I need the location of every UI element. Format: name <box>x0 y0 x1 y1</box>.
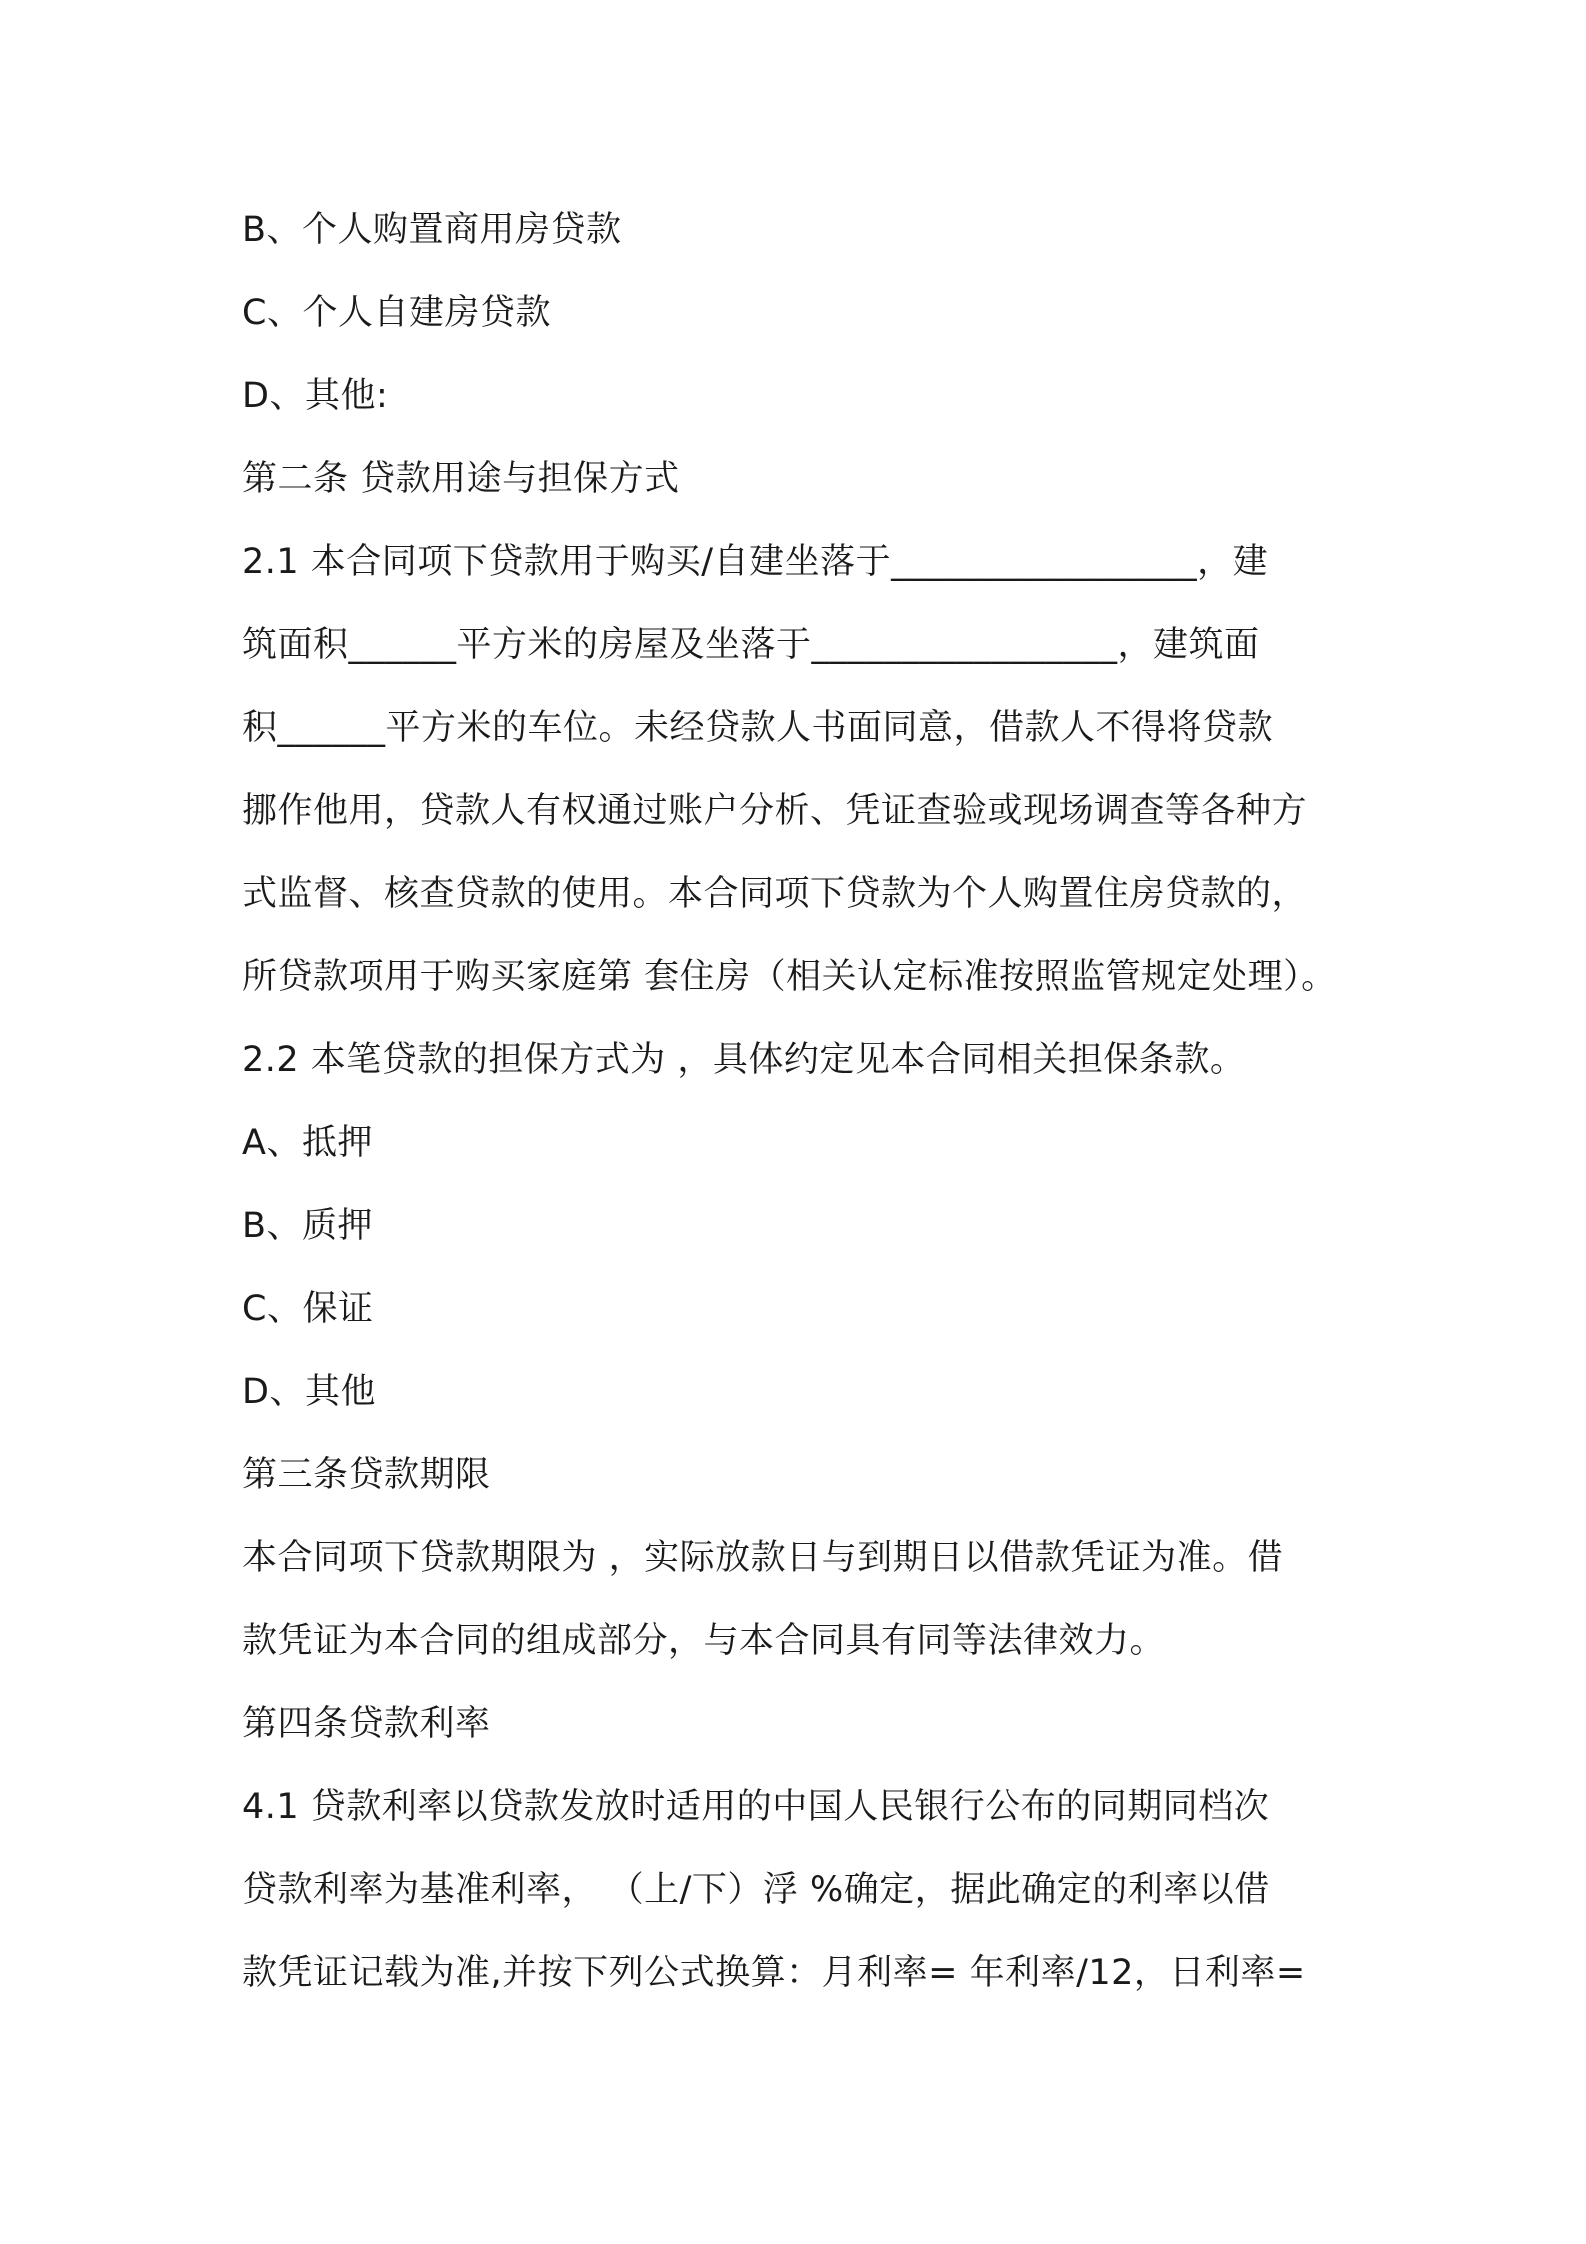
article-2-heading: 第二条 贷款用途与担保方式 <box>242 459 680 499</box>
clause-4-1-line-1: 4.1 贷款利率以贷款发放时适用的中国人民银行公布的同期同档次 <box>242 1787 1270 1827</box>
guarantee-option-b: B、质押 <box>242 1206 374 1246</box>
clause-2-1-line-2: 筑面积______平方米的房屋及坐落于_________________，建筑面 <box>242 625 1260 665</box>
loan-type-option-b: B、个人购置商用房贷款 <box>242 210 622 250</box>
guarantee-option-c: C、保证 <box>242 1289 374 1329</box>
clause-2-1-line-6: 所贷款项用于购买家庭第 套住房（相关认定标准按照监管规定处理）。 <box>242 957 1337 997</box>
article-3-line-2: 款凭证为本合同的组成部分，与本合同具有同等法律效力。 <box>242 1621 1166 1661</box>
clause-4-1-line-3: 款凭证记载为准,并按下列公式换算：月利率= 年利率/12，日利率= <box>242 1953 1306 1993</box>
article-4-heading: 第四条贷款利率 <box>242 1704 491 1744</box>
clause-2-1-line-1: 2.1 本合同项下贷款用于购买/自建坐落于_________________，建 <box>242 542 1269 582</box>
clause-2-1-line-4: 挪作他用，贷款人有权通过账户分析、凭证查验或现场调查等各种方 <box>242 791 1308 831</box>
loan-type-option-c: C、个人自建房贷款 <box>242 293 551 333</box>
guarantee-option-d: D、其他 <box>242 1372 376 1412</box>
loan-type-option-d: D、其他: <box>242 376 389 416</box>
article-3-line-1: 本合同项下贷款期限为 ，实际放款日与到期日以借款凭证为准。借 <box>242 1538 1284 1578</box>
clause-2-2: 2.2 本笔贷款的担保方式为 ，具体约定见本合同相关担保条款。 <box>242 1040 1246 1080</box>
clause-4-1-line-2: 贷款利率为基准利率， （上/下）浮 %确定，据此确定的利率以借 <box>242 1870 1270 1910</box>
guarantee-option-a: A、抵押 <box>242 1123 373 1163</box>
clause-2-1-line-3: 积______平方米的车位。未经贷款人书面同意，借款人不得将贷款 <box>242 708 1274 748</box>
article-3-heading: 第三条贷款期限 <box>242 1455 491 1495</box>
clause-2-1-line-5: 式监督、核查贷款的使用。本合同项下贷款为个人购置住房贷款的， <box>242 874 1308 914</box>
